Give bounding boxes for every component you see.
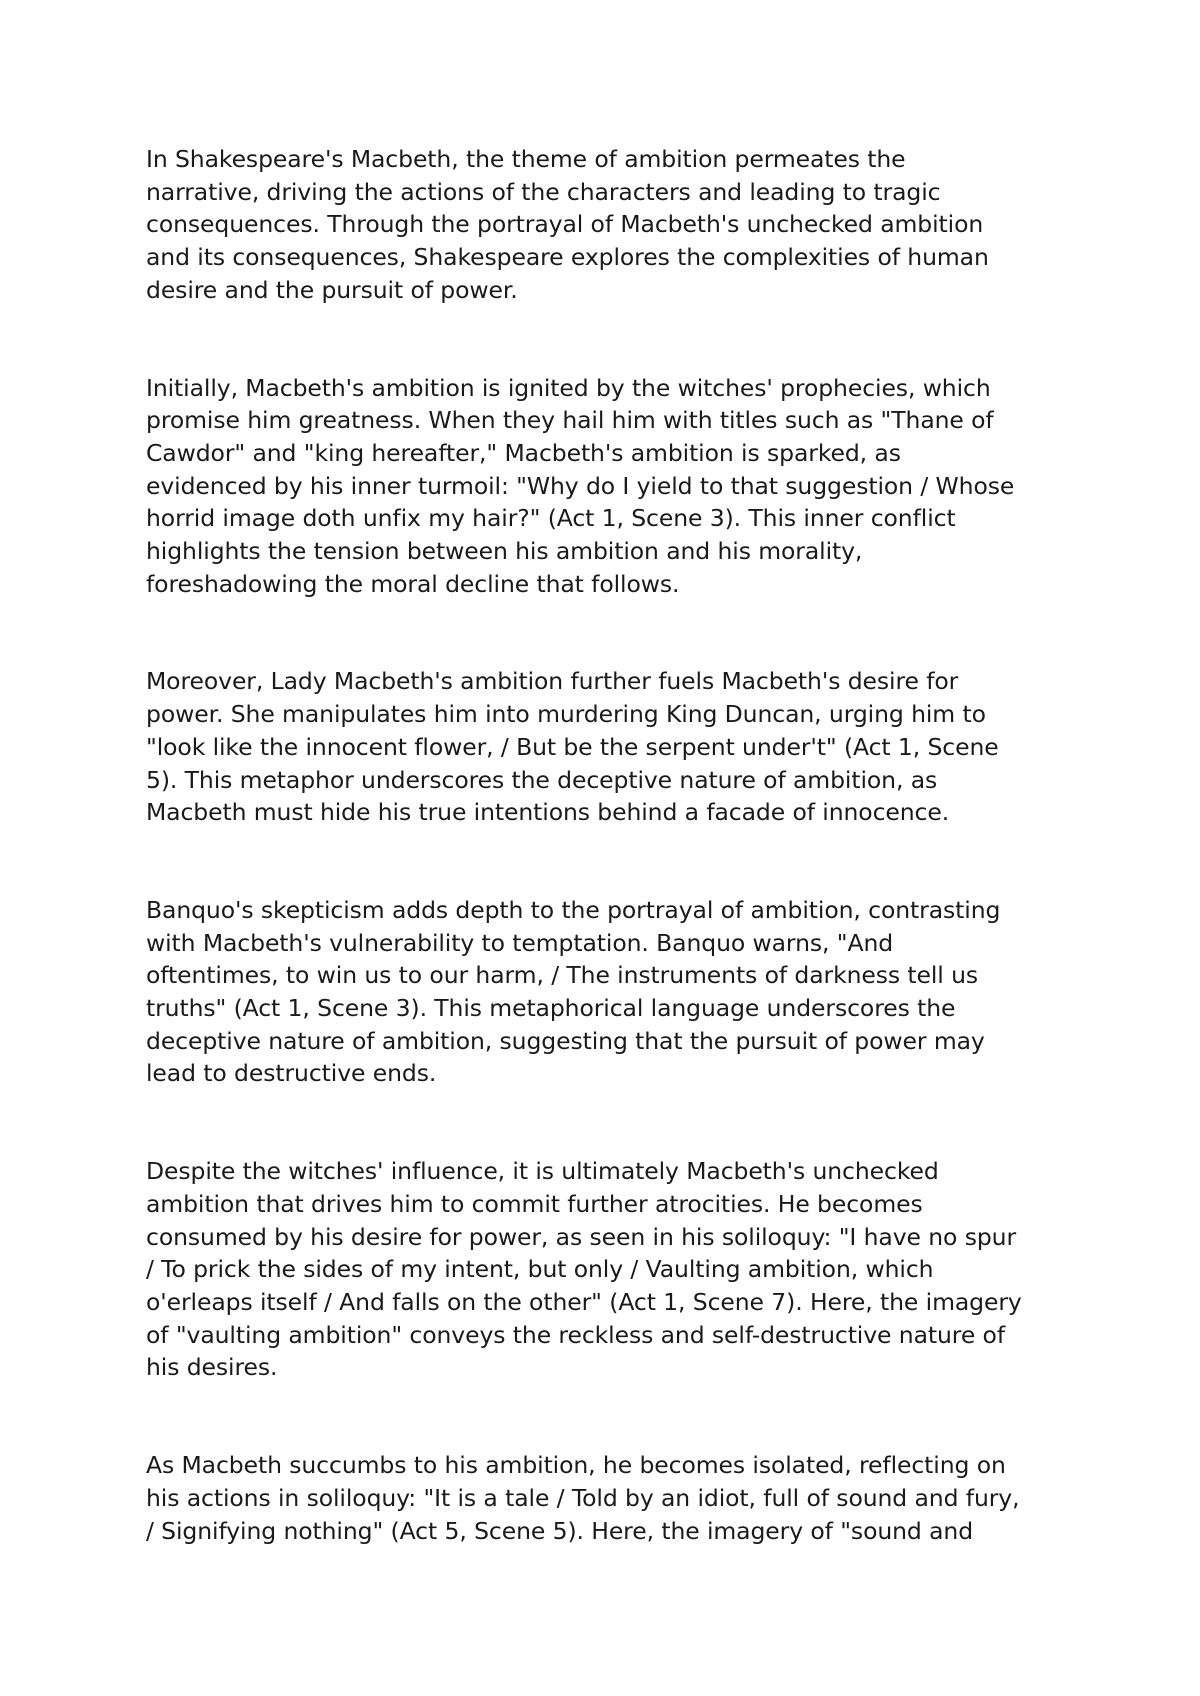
text-line: Banquo's skepticism adds depth to the portrayal of ambition, contrasting: [146, 895, 1001, 924]
text-line: his actions in soliloquy: "It is a tale / Told by an idiot, full of sound and fury,: [146, 1483, 1020, 1512]
text-line: truths" (Act 1, Scene 3). This metaphorical language underscores the: [146, 994, 956, 1023]
text-line: desire and the pursuit of power.: [146, 275, 518, 304]
text-line: o'erleaps itself / And falls on the other" (Act 1, Scene 7). Here, the imagery: [146, 1287, 1022, 1316]
text-line: consumed by his desire for power, as seen in his soliloquy: "I have no spur: [146, 1222, 1017, 1251]
text-line: foreshadowing the moral decline that follows.: [146, 569, 680, 598]
paragraph-5: [146, 1155, 1076, 1384]
text-line: promise him greatness. When they hail him with titles such as "Thane of: [146, 406, 994, 435]
text-line: Macbeth must hide his true intentions behind a facade of innocence.: [146, 798, 950, 827]
text-line: of "vaulting ambition" conveys the reckless and self-destructive nature of: [146, 1320, 1006, 1349]
text-line: Initially, Macbeth's ambition is ignited by the witches' prophecies, which: [146, 373, 991, 402]
paragraph-6: [146, 1449, 1076, 1547]
text-line: In Shakespeare's Macbeth, the theme of ambition permeates the: [146, 145, 906, 173]
text-line: horrid image doth unfix my hair?" (Act 1, Scene 3). This inner conflict: [146, 504, 956, 533]
text-line: consequences. Through the portrayal of Macbeth's unchecked ambition: [146, 210, 984, 239]
document-body: [146, 143, 1076, 1612]
text-line: power. She manipulates him into murdering King Duncan, urging him to: [146, 700, 986, 729]
text-line: lead to destructive ends.: [146, 1059, 437, 1088]
text-line: "look like the innocent flower, / But be the serpent under't" (Act 1, Scene: [146, 732, 999, 761]
text-line: / Signifying nothing" (Act 5, Scene 5). Here, the imagery of "sound and: [146, 1516, 974, 1545]
text-line: deceptive nature of ambition, suggesting that the pursuit of power may: [146, 1026, 985, 1055]
text-line: Despite the witches' influence, it is ultimately Macbeth's unchecked: [146, 1157, 939, 1186]
text-line: narrative, driving the actions of the characters and leading to tragic: [146, 177, 941, 206]
text-line: 5). This metaphor underscores the deceptive nature of ambition, as: [146, 765, 938, 794]
paragraph-2: [146, 372, 1076, 601]
text-line: evidenced by his inner turmoil: "Why do I yield to that suggestion / Whose: [146, 471, 1015, 500]
paragraph-4: [146, 894, 1076, 1090]
text-line: and its consequences, Shakespeare explores the complexities of human: [146, 243, 989, 272]
paragraph-3: [146, 665, 1076, 829]
text-line: Moreover, Lady Macbeth's ambition further fuels Macbeth's desire for: [146, 667, 959, 696]
text-line: highlights the tension between his ambition and his morality,: [146, 537, 863, 566]
text-line: his desires.: [146, 1353, 278, 1382]
paragraph-1: [146, 143, 1076, 307]
text-line: with Macbeth's vulnerability to temptation. Banquo warns, "And: [146, 928, 894, 957]
text-line: As Macbeth succumbs to his ambition, he becomes isolated, reflecting on: [146, 1451, 1006, 1480]
text-line: / To prick the sides of my intent, but only / Vaulting ambition, which: [146, 1255, 934, 1284]
text-line: Cawdor" and "king hereafter," Macbeth's ambition is sparked, as: [146, 438, 901, 467]
text-line: ambition that drives him to commit further atrocities. He becomes: [146, 1189, 923, 1218]
text-line: oftentimes, to win us to our harm, / The instruments of darkness tell us: [146, 961, 979, 990]
